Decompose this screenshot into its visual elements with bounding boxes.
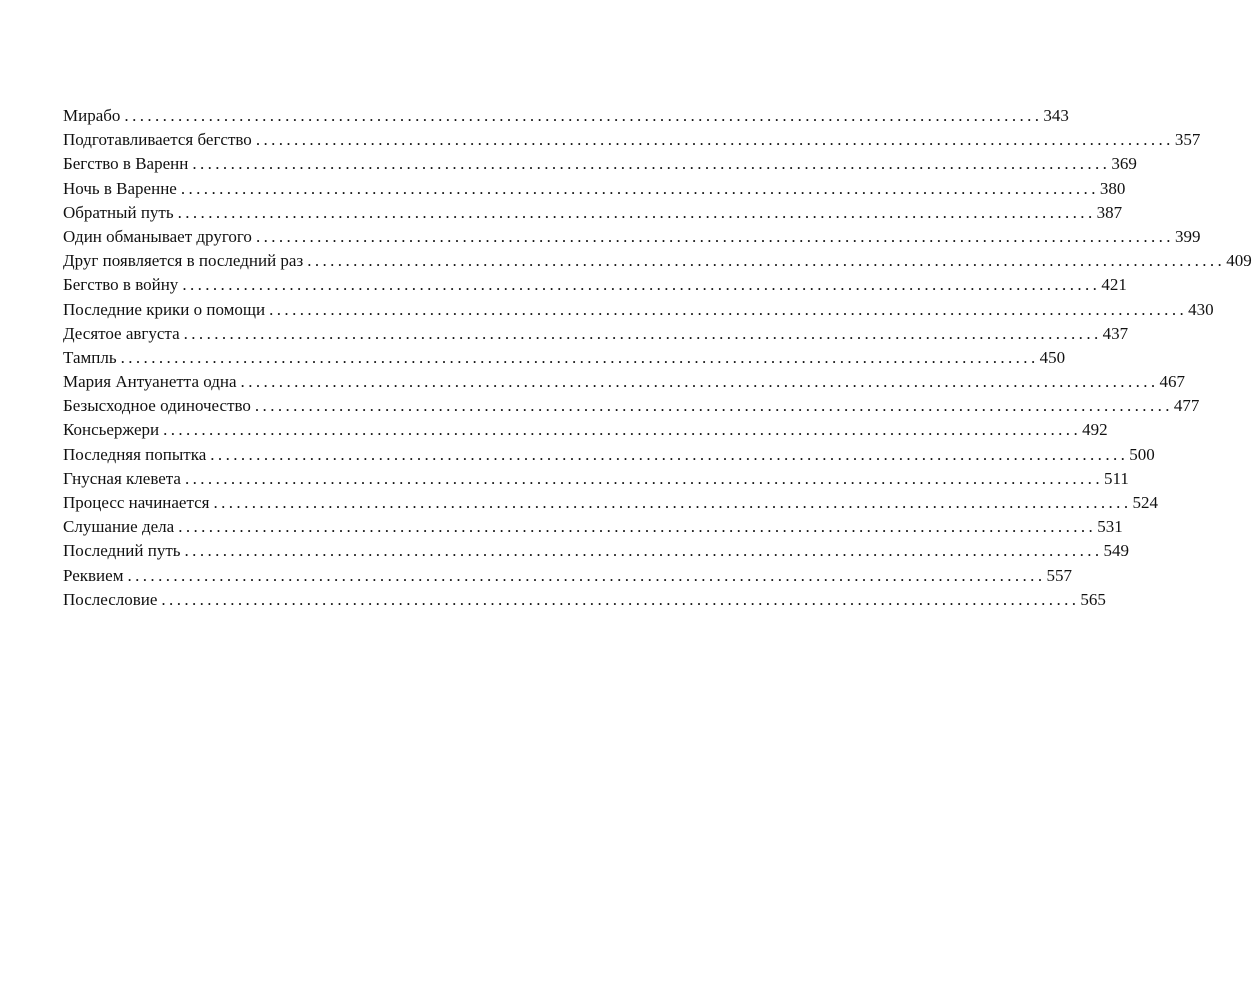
- toc-entry: [63, 201, 1123, 225]
- toc-entry-page: 421: [1101, 275, 1127, 295]
- toc-dot-leader: ........................................................................................................................: [120, 347, 1039, 367]
- toc-entry-title: Безысходное одиночество: [63, 396, 251, 416]
- toc-dot-leader: ........................................................................................................................: [182, 275, 1101, 295]
- toc-entry-page: 343: [1043, 106, 1069, 125]
- toc-entry-page: 500: [1129, 444, 1155, 464]
- toc-entry-page: 369: [1111, 154, 1137, 174]
- toc-dot-leader: ........................................................................................................................: [124, 106, 1043, 125]
- toc-entry-title: Мирабо: [63, 106, 121, 125]
- toc-entry: [63, 128, 1201, 152]
- toc-entry-title: Подготавливается бегство: [63, 130, 252, 150]
- toc-entry: [63, 346, 1066, 370]
- toc-entry-page: 399: [1174, 226, 1201, 246]
- toc-dot-leader: ........................................................................................................................: [307, 251, 1226, 271]
- toc-dot-leader: ........................................................................................................................: [183, 323, 1102, 343]
- toc-entry: [63, 467, 1129, 491]
- toc-entry: [63, 394, 1200, 418]
- toc-entry-page: 557: [1046, 565, 1072, 585]
- toc-entry-title: Последние крики о помощи: [63, 299, 266, 319]
- toc-entry: [63, 273, 1127, 297]
- toc-entry-title: Один обманывает другого: [63, 226, 252, 246]
- toc-entry-page: 450: [1039, 347, 1066, 367]
- toc-dot-leader: ........................................................................................................................: [184, 468, 1103, 488]
- toc-entry-title: Реквием: [63, 565, 124, 585]
- toc-dot-leader: ........................................................................................................................: [213, 493, 1132, 512]
- toc-entry-page: 387: [1096, 202, 1123, 222]
- toc-dot-leader: ........................................................................................................................: [161, 589, 1080, 609]
- toc-entry-page: 467: [1159, 372, 1186, 392]
- toc-dot-leader: ........................................................................................................................: [210, 444, 1129, 464]
- toc-entry-title: Тампль: [63, 347, 117, 367]
- toc-entry-page: 531: [1097, 517, 1123, 537]
- toc-entry-title: Бегство в Варенн: [63, 154, 189, 174]
- toc-entry: [63, 298, 1214, 322]
- toc-entry: [63, 588, 1106, 612]
- table-of-contents: [63, 104, 1252, 612]
- toc-entry-page: 437: [1102, 323, 1129, 343]
- toc-dot-leader: ........................................................................................................................: [255, 226, 1174, 246]
- toc-entry-page: 430: [1188, 299, 1214, 319]
- toc-entry: [63, 564, 1072, 588]
- toc-dot-leader: ........................................................................................................................: [255, 130, 1174, 150]
- toc-entry: [63, 515, 1123, 539]
- toc-entry-title: Ночь в Варенне: [63, 178, 177, 198]
- toc-entry-page: 477: [1173, 396, 1200, 416]
- toc-entry-title: Гнусная клевета: [63, 468, 181, 488]
- toc-entry-title: Друг появляется в последний раз: [63, 251, 304, 271]
- toc-entry-title: Десятое августа: [63, 323, 180, 343]
- toc-entry-page: 524: [1132, 493, 1158, 512]
- toc-entry-title: Мария Антуанетта одна: [63, 372, 237, 392]
- toc-entry-page: 380: [1099, 178, 1126, 198]
- toc-entry-title: Бегство в войну: [63, 275, 179, 295]
- toc-entry: [63, 322, 1129, 346]
- toc-dot-leader: ........................................................................................................................: [177, 202, 1096, 222]
- toc-entry: [63, 491, 1158, 515]
- toc-dot-leader: ........................................................................................................................: [163, 420, 1082, 440]
- toc-entry: [63, 418, 1108, 442]
- toc-entry: [63, 539, 1130, 563]
- toc-entry: [63, 152, 1137, 176]
- toc-dot-leader: ........................................................................................................................: [127, 565, 1046, 585]
- toc-entry: [63, 370, 1186, 394]
- toc-entry: [63, 249, 1252, 273]
- toc-entry-page: 549: [1103, 541, 1130, 561]
- toc-entry-title: Последняя попытка: [63, 444, 207, 464]
- toc-entry-title: Обратный путь: [63, 202, 174, 222]
- toc-dot-leader: ........................................................................................................................: [192, 154, 1111, 174]
- toc-entry: [63, 443, 1155, 467]
- toc-entry: [63, 177, 1126, 201]
- toc-entry-page: 357: [1174, 130, 1201, 150]
- toc-dot-leader: ........................................................................................................................: [269, 299, 1188, 319]
- toc-entry-page: 492: [1082, 420, 1108, 440]
- toc-entry-page: 511: [1103, 468, 1129, 488]
- toc-dot-leader: ........................................................................................................................: [184, 541, 1103, 561]
- toc-dot-leader: ........................................................................................................................: [240, 372, 1159, 392]
- toc-entry: [63, 104, 1069, 128]
- toc-entry-title: Послесловие: [63, 589, 158, 609]
- toc-entry-page: 409: [1226, 251, 1252, 271]
- toc-entry-title: Слушание дела: [63, 517, 175, 537]
- toc-entry: [63, 225, 1201, 249]
- toc-entry-title: Процесс начинается: [63, 493, 210, 512]
- toc-dot-leader: ........................................................................................................................: [254, 396, 1173, 416]
- toc-entry-title: Последний путь: [63, 541, 181, 561]
- toc-dot-leader: ........................................................................................................................: [178, 517, 1097, 537]
- toc-dot-leader: ........................................................................................................................: [180, 178, 1099, 198]
- toc-entry-page: 565: [1080, 589, 1106, 609]
- toc-entry-title: Консьержери: [63, 420, 160, 440]
